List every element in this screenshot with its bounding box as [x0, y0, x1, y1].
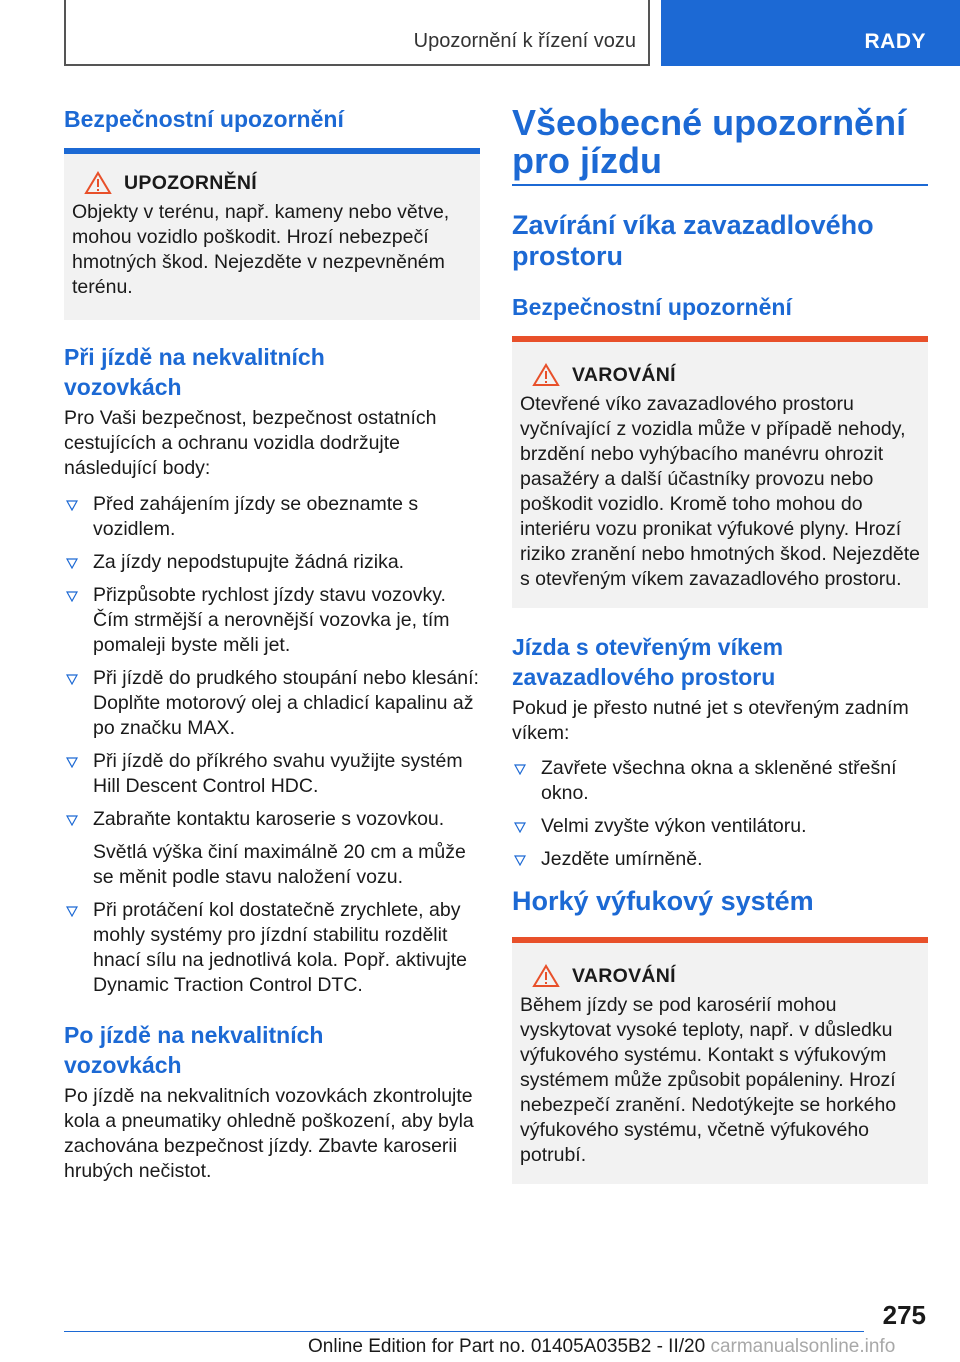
bullet-triangle-icon — [66, 674, 78, 685]
heading-safety-right: Bezpečnostní upozornění — [512, 294, 792, 320]
footer-edition-text: Online Edition for Part no. 01405A035B2 - II/20 — [308, 1336, 706, 1357]
warning-text: Otevřené víko zavazadlového prostoru vyčnívající z vozidla může v případě nehody, brzdění nebo vyhýbacího manévru ohrozit pasažéry a další účastníky provozu nebo poškodit vozidlo. Kromě toho mohou do interiéru vozu pronikat výfukové plyny. Hrozí riziko zranění nebo hmotných škod. Nejezděte s otevřeným víkem zavazadlového prostoru. — [520, 393, 920, 590]
bullet-triangle-icon — [514, 855, 526, 866]
list-item: Zabraňte kontaktu karoserie s vozovkou. — [64, 807, 480, 832]
bullet-triangle-icon — [514, 822, 526, 833]
header-tab-label: RADY — [864, 30, 926, 53]
bullet-triangle-icon — [66, 906, 78, 917]
list-item: Při jízdě do prudkého stoupání nebo klesání: Doplňte motorový olej a chladicí kapalinu až po značku MAX. — [64, 666, 480, 741]
rough-roads-list-2 — [64, 898, 480, 998]
warning-title: VAROVÁNÍ — [572, 964, 676, 987]
list-item: Při jízdě do příkrého svahu využijte systém Hill Descent Control HDC. — [64, 749, 480, 799]
bullet-triangle-icon — [514, 764, 526, 775]
warning-triangle-icon — [78, 170, 118, 196]
list-item: Velmi zvyšte výkon ventilátoru. — [512, 814, 928, 839]
notice-title: UPOZORNĚNÍ — [124, 171, 258, 194]
after-rough-roads-text: Po jízdě na nekvalitních vozovkách zkontrolujte kola a pneumatiky ohledně poškození, aby byla zachována bezpečnost jízdy. Zbavte karoserii hrubých nečistot. — [64, 1085, 474, 1182]
header-section-title: Upozornění k řízení vozu — [413, 30, 636, 52]
heading-hot-exhaust: Horký výfukový systém — [512, 886, 814, 916]
list-item: Zavřete všechna okna a skleněné střešní okno. — [512, 756, 928, 806]
right-column — [512, 100, 928, 1184]
clearance-note: Světlá výška činí maximálně 20 cm a může se měnit podle stavu naložení vozu. — [93, 841, 466, 888]
list-item: Jezděte umírněně. — [512, 847, 928, 872]
bullet-triangle-icon — [66, 815, 78, 826]
heading-general-driving: Všeobecné upozornění pro jízdu — [512, 102, 907, 181]
left-column — [64, 100, 480, 1184]
heading-open-trunk: Jízda s otevřeným víkem zavazadlového prostoru — [512, 634, 784, 690]
warning-triangle-icon — [526, 362, 566, 388]
bullet-triangle-icon — [66, 500, 78, 511]
heading-after-rough-roads: Po jízdě na nekvalitních vozovkách — [64, 1022, 324, 1078]
notice-text: Objekty v terénu, např. kameny nebo větve, mohou vozidlo poškodit. Hrozí nebezpečí hmotných škod. Nejezděte v nezpevněném terénu. — [72, 201, 450, 298]
header-tab[interactable] — [661, 0, 960, 66]
header-bottom-line — [64, 64, 650, 66]
warning-box — [512, 943, 928, 1184]
footer-edition — [308, 1336, 895, 1358]
bullet-triangle-icon — [66, 757, 78, 768]
list-item: Při protáčení kol dostatečně zrychlete, aby mohly systémy pro jízdní stabilitu rozdělit hnací sílu na jednotlivá kola. Popř. aktivujte Dynamic Traction Control DTC. — [64, 898, 480, 998]
heading-rough-roads: Při jízdě na nekvalitních vozovkách — [64, 344, 325, 400]
list-item: Za jízdy nepodstupujte žádná rizika. — [64, 550, 480, 575]
page-number: 275 — [882, 1300, 926, 1330]
rough-roads-intro: Pro Vaši bezpečnost, bezpečnost ostatních cestujících a ochranu vozidla dodržujte následující body: — [64, 407, 437, 479]
list-item: Před zahájením jízdy se obeznamte s vozidlem. — [64, 492, 480, 542]
heading-rule — [512, 184, 928, 186]
warning-title: VAROVÁNÍ — [572, 363, 676, 386]
footer-rule — [64, 1331, 864, 1332]
bullet-triangle-icon — [66, 558, 78, 569]
bullet-triangle-icon — [66, 591, 78, 602]
warning-text: Během jízdy se pod karosérií mohou vyskytovat vysoké teploty, např. v důsledku výfukového systému. Kontakt s výfukovým systémem může způsobit popáleniny. Hrozí nebezpečí zranění. Nedotýkejte se horkého výfukového systému, včetně výfukového potrubí. — [520, 994, 897, 1166]
heading-safety-left: Bezpečnostní upozornění — [64, 106, 344, 132]
footer-watermark[interactable]: carmanualsonline.info — [710, 1336, 896, 1357]
notice-box — [64, 154, 480, 320]
rough-roads-list — [64, 492, 480, 832]
warning-triangle-icon — [526, 963, 566, 989]
header-right-line — [648, 0, 650, 66]
heading-closing-trunk: Zavírání víka zavazadlového prostoru — [512, 210, 874, 271]
list-item: Přizpůsobte rychlost jízdy stavu vozovky. Čím strmější a nerovnější vozovka je, tím pomaleji byste měli jet. — [64, 583, 480, 658]
open-trunk-text: Pokud je přesto nutné jet s otevřeným zadním víkem: — [512, 697, 909, 744]
warning-box — [512, 342, 928, 608]
open-trunk-list — [512, 756, 928, 872]
